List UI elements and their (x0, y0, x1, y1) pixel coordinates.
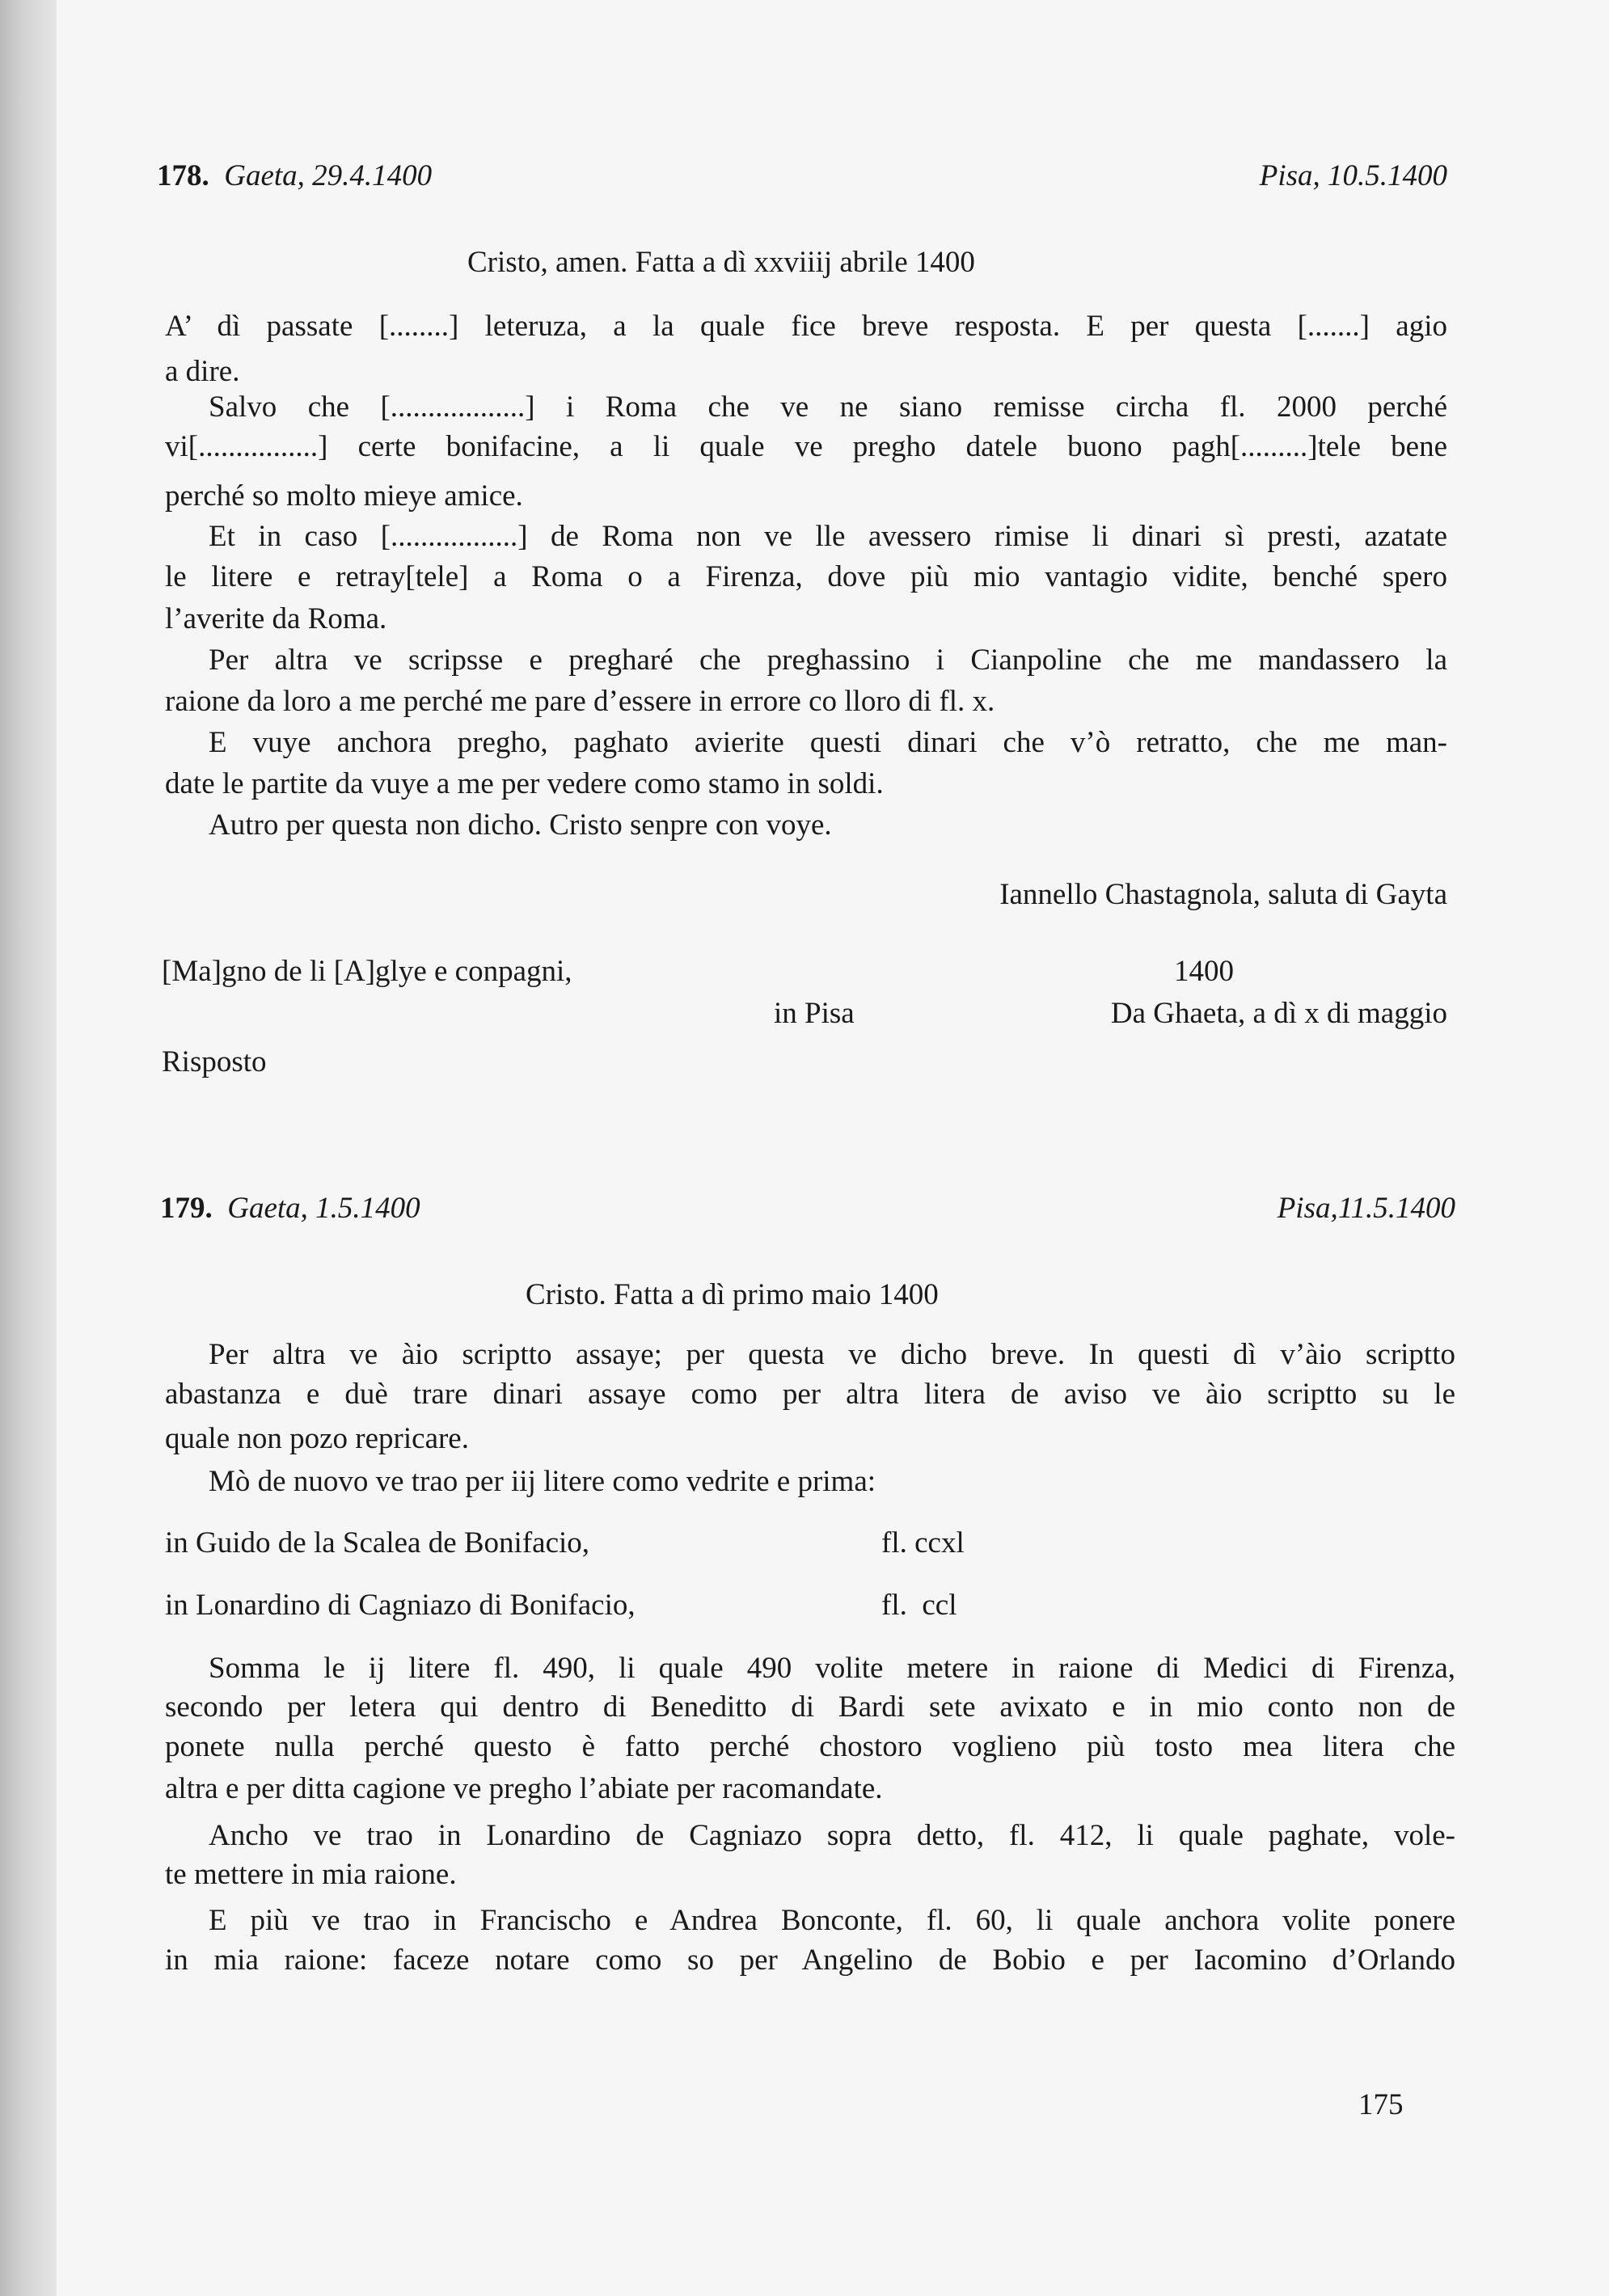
letter-178-number: 178. (157, 159, 209, 192)
page (57, 0, 1609, 2296)
page-number: 175 (1358, 2088, 1404, 2121)
letter-179-line: in mia raione: faceze notare como so per Angelino de Bobio e per Iacomino d’Orlando (165, 1944, 1455, 1977)
letter-178-line: A’ dì passate [........] leteruza, a la quale fice breve resposta. E per questa [.......] agio (165, 310, 1447, 343)
letter-178-sent-from: Da Ghaeta, a dì x di maggio (1110, 997, 1447, 1030)
book-gutter-shadow (0, 0, 57, 2296)
letter-179-invocation: Cristo. Fatta a dì primo maio 1400 (526, 1278, 939, 1311)
letter-179-item-amount: fl. ccxl (881, 1526, 965, 1560)
letter-178-line: E vuye anchora pregho, paghato avierite questi dinari che v’ò retratto, che me man- (209, 726, 1447, 759)
letter-178-destination: Pisa, 10.5.1400 (1259, 159, 1447, 192)
letter-178-line: perché so molto mieye amice. (165, 479, 523, 513)
letter-179-line: te mettere in mia raione. (165, 1858, 457, 1891)
letter-179-line: quale non pozo repricare. (165, 1422, 469, 1455)
letter-179-heading (160, 1189, 420, 1228)
letter-178-origin: Gaeta, 29.4.1400 (224, 159, 433, 192)
letter-179-line: ponete nulla perché questo è fatto perché chostoro voglieno più tosto mea litera che (165, 1730, 1455, 1763)
letter-179-item-payee: in Lonardino di Cagniazo di Bonifacio, (165, 1589, 636, 1622)
letter-178-line: le litere e retray[tele] a Roma o a Firenza, dove più mio vantagio vidite, benché spero (165, 560, 1447, 593)
letter-179-origin: Gaeta, 1.5.1400 (227, 1192, 420, 1225)
letter-178-line: a dire. (165, 355, 240, 388)
letter-179-line: E più ve trao in Francischo e Andrea Bonconte, fl. 60, li quale anchora volite ponere (209, 1904, 1455, 1937)
letter-179-line: secondo per letera qui dentro di Beneditto di Bardi sete avixato e in mio conto non de (165, 1690, 1455, 1724)
letter-179-line: Per altra ve àio scriptto assaye; per questa ve dicho breve. In questi dì v’àio scriptto (209, 1338, 1455, 1371)
letter-179-line: Somma le ij litere fl. 490, li quale 490 volite metere in raione di Medici di Firenza, (209, 1652, 1455, 1685)
letter-179-line: Mò de nuovo ve trao per iij litere como vedrite e prima: (209, 1465, 876, 1498)
letter-179-line: Ancho ve trao in Lonardino de Cagniazo sopra detto, fl. 412, li quale paghate, vole- (209, 1819, 1455, 1852)
letter-178-address-name: [Ma]gno de li [A]glye e conpagni, (162, 955, 572, 988)
letter-178-signature: Iannello Chastagnola, saluta di Gayta (999, 878, 1447, 911)
letter-178-line: raione da loro a me perché me pare d’essere in errore co lloro di fl. x. (165, 685, 995, 718)
letter-179-line: altra e per ditta cagione ve pregho l’abiate per racomandate. (165, 1772, 883, 1805)
letter-179-item-amount: fl. ccl (881, 1589, 957, 1622)
letter-178-address-place: in Pisa (774, 997, 855, 1030)
letter-179-number: 179. (160, 1192, 213, 1225)
letter-178-line: Per altra ve scripsse e pregharé che preghassino i Cianpoline che me mandassero la (209, 644, 1447, 677)
letter-179-destination: Pisa,11.5.1400 (1277, 1192, 1455, 1225)
letter-178-line: Et in caso [.................] de Roma non ve lle avessero rimise li dinari sì presti, azatate (209, 520, 1447, 553)
letter-179-item-payee: in Guido de la Scalea de Bonifacio, (165, 1526, 590, 1560)
letter-178-line: l’averite da Roma. (165, 602, 387, 635)
letter-178-line: Salvo che [..................] i Roma che ve ne siano remisse circha fl. 2000 perché (209, 390, 1447, 424)
letter-179-line: abastanza e duè trare dinari assaye como per altra litera de aviso ve àio scriptto su le (165, 1378, 1455, 1411)
letter-178-heading (157, 157, 432, 196)
letter-178-invocation: Cristo, amen. Fatta a dì xxviiij abrile 1400 (467, 246, 975, 279)
letter-178-line: date le partite da vuye a me per vedere como stamo in soldi. (165, 767, 884, 800)
letter-178-year: 1400 (1174, 955, 1234, 988)
letter-178-reply-note: Risposto (162, 1045, 267, 1078)
letter-178-line: vi[................] certe bonifacine, a li quale ve pregho datele buono pagh[.........]tele bene (165, 430, 1447, 463)
letter-178-line: Autro per questa non dicho. Cristo senpre con voye. (209, 808, 832, 842)
